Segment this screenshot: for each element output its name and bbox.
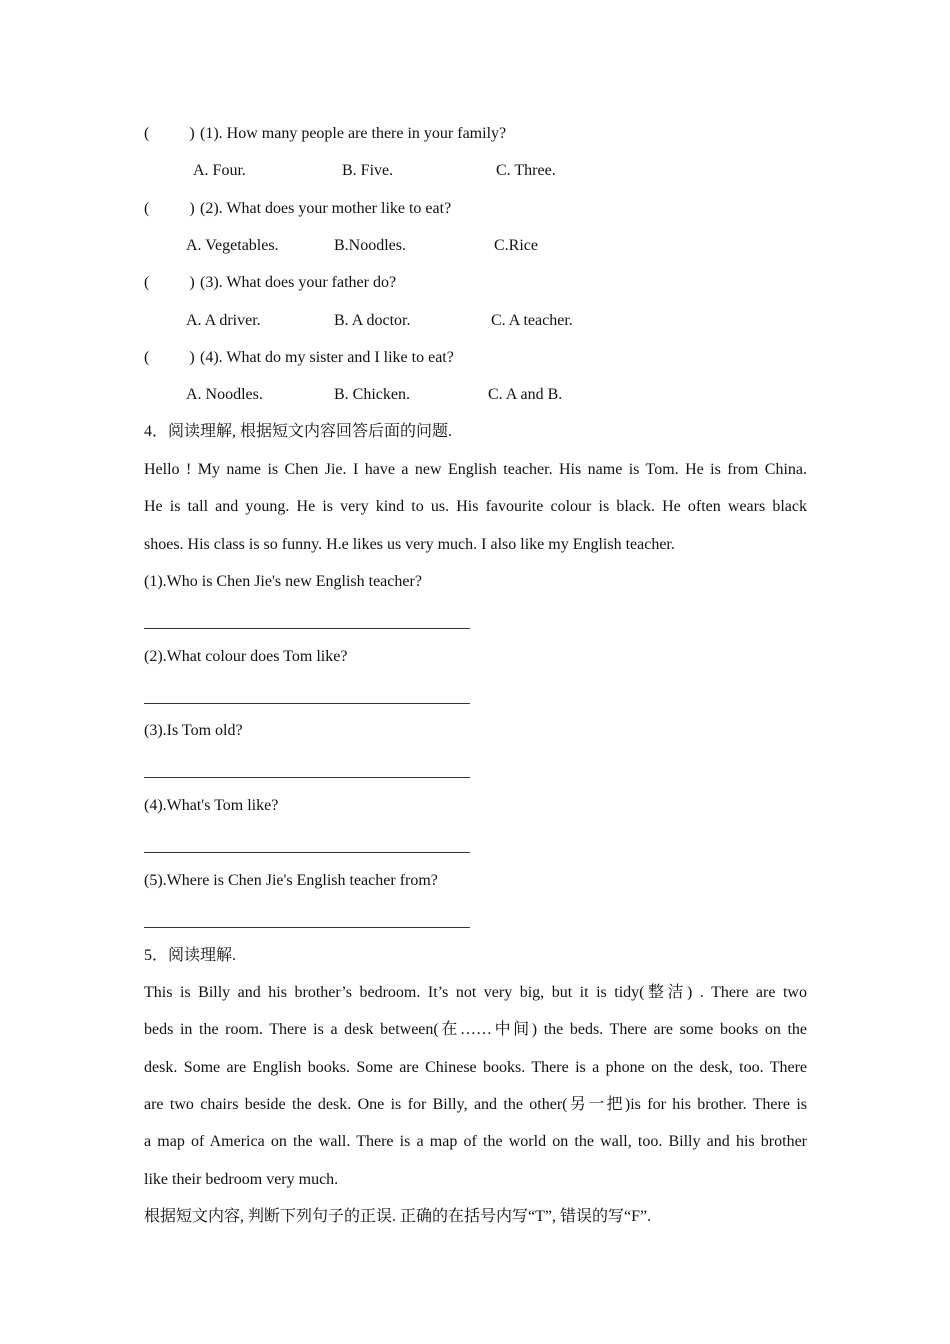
passage-line: He is tall and young. He is very kind to us. His favourite colour is black. He often wears black [144, 498, 807, 515]
passage-line: are two chairs beside the desk. One is for Billy, and the other(另一把)is for his brother. There is [144, 1096, 807, 1113]
answer-line-5[interactable] [144, 927, 470, 928]
option-a: A. A driver. [186, 312, 261, 329]
answer-paren[interactable]: ( ) [144, 200, 195, 217]
question-text: (1). How many people are there in your family? [200, 125, 507, 142]
option-a: A. Noodles. [186, 386, 263, 403]
answer-paren[interactable]: ( ) [144, 274, 195, 291]
option-b: B. Chicken. [334, 386, 410, 403]
answer-line-4[interactable] [144, 852, 470, 853]
option-b: B. Five. [342, 162, 394, 179]
answer-line-3[interactable] [144, 777, 470, 778]
question-text: (3). What does your father do? [200, 274, 397, 291]
option-c: C. Three. [496, 162, 556, 179]
question-text: (4). What do my sister and I like to eat? [200, 349, 454, 366]
option-c: C. A and B. [488, 386, 563, 403]
question-1: (1).Who is Chen Jie's new English teacher? [144, 573, 422, 590]
question-3: (3).Is Tom old? [144, 722, 243, 739]
option-b: B.Noodles. [334, 237, 406, 254]
question-2: (2).What colour does Tom like? [144, 648, 348, 665]
passage-line: This is Billy and his brother’s bedroom. It’s not very big, but it is tidy(整洁) . There are two [144, 984, 807, 1001]
passage-line: shoes. His class is so funny. H.e likes us very much. I also like my English teacher. [144, 536, 675, 553]
answer-paren[interactable]: ( ) [144, 349, 195, 366]
passage-line: Hello ! My name is Chen Jie. I have a new English teacher. His name is Tom. He is from China. [144, 461, 807, 478]
answer-line-1[interactable] [144, 628, 470, 629]
passage-line: like their bedroom very much. [144, 1171, 339, 1188]
question-4: (4).What's Tom like? [144, 797, 279, 814]
option-c: C. A teacher. [491, 312, 573, 329]
option-b: B. A doctor. [334, 312, 411, 329]
option-a: A. Vegetables. [186, 237, 279, 254]
passage-line: a map of America on the wall. There is a map of the world on the wall, too. Billy and his brother [144, 1133, 807, 1150]
answer-paren[interactable]: ( ) [144, 125, 195, 142]
section-5-instruction: 根据短文内容, 判断下列句子的正误. 正确的在括号内写“T”, 错误的写“F”. [144, 1208, 652, 1225]
section-5-heading: 5．阅读理解. [144, 947, 237, 964]
passage-line: beds in the room. There is a desk between(在……中间) the beds. There are some books on the [144, 1021, 807, 1038]
answer-line-2[interactable] [144, 703, 470, 704]
section-4-heading: 4．阅读理解, 根据短文内容回答后面的问题. [144, 423, 453, 440]
passage-line: desk. Some are English books. Some are Chinese books. There is a phone on the desk, too. There [144, 1059, 807, 1076]
question-text: (2). What does your mother like to eat? [200, 200, 452, 217]
option-a: A. Four. [193, 162, 246, 179]
option-c: C.Rice [494, 237, 538, 254]
question-5: (5).Where is Chen Jie's English teacher from? [144, 872, 438, 889]
